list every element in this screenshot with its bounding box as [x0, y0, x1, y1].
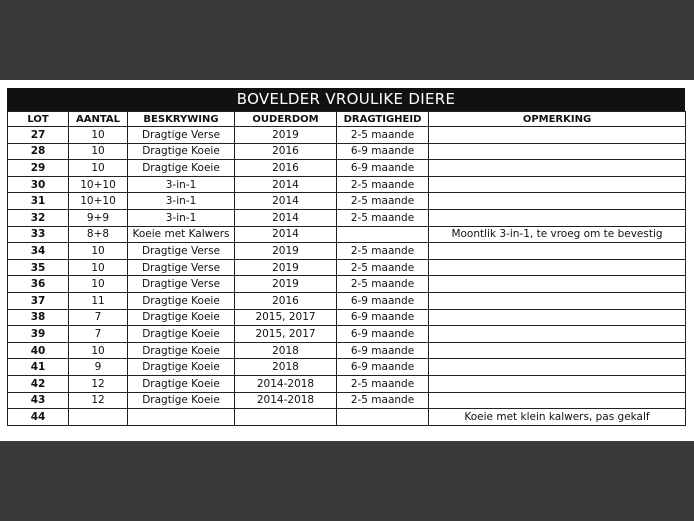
cell-dragtigheid: 6-9 maande [337, 326, 429, 343]
cell-beskrywing [128, 409, 235, 426]
cell-aantal: 7 [69, 326, 128, 343]
cell-ouderdom: 2019 [235, 243, 337, 260]
cell-opmerking [429, 209, 686, 226]
cell-ouderdom: 2014 [235, 226, 337, 243]
cell-dragtigheid: 2-5 maande [337, 209, 429, 226]
cell-lot: 35 [8, 259, 69, 276]
cell-lot: 28 [8, 143, 69, 160]
cell-beskrywing: Koeie met Kalwers [128, 226, 235, 243]
table-row [8, 209, 686, 226]
cell-ouderdom: 2014-2018 [235, 375, 337, 392]
cell-opmerking [429, 193, 686, 210]
cell-aantal: 9 [69, 359, 128, 376]
cell-lot: 32 [8, 209, 69, 226]
cell-beskrywing: 3-in-1 [128, 209, 235, 226]
cell-beskrywing: Dragtige Verse [128, 259, 235, 276]
cell-beskrywing: Dragtige Verse [128, 243, 235, 260]
cell-dragtigheid: 6-9 maande [337, 342, 429, 359]
cell-dragtigheid: 2-5 maande [337, 193, 429, 210]
cell-opmerking [429, 243, 686, 260]
cell-aantal: 10+10 [69, 193, 128, 210]
cell-beskrywing: Dragtige Verse [128, 276, 235, 293]
cell-beskrywing: Dragtige Koeie [128, 309, 235, 326]
cell-aantal: 12 [69, 392, 128, 409]
cell-aantal: 7 [69, 309, 128, 326]
cell-ouderdom: 2019 [235, 127, 337, 144]
cell-aantal: 10 [69, 243, 128, 260]
table-row [8, 176, 686, 193]
table-body [8, 127, 686, 426]
cell-opmerking [429, 326, 686, 343]
cell-aantal: 12 [69, 375, 128, 392]
cell-opmerking [429, 127, 686, 144]
cell-ouderdom: 2014 [235, 209, 337, 226]
cell-ouderdom: 2016 [235, 292, 337, 309]
cell-opmerking [429, 143, 686, 160]
cell-beskrywing: Dragtige Koeie [128, 342, 235, 359]
cell-lot: 39 [8, 326, 69, 343]
cell-aantal: 10 [69, 342, 128, 359]
table-row [8, 375, 686, 392]
cell-opmerking [429, 342, 686, 359]
column-header-aantal: AANTAL [69, 112, 128, 127]
cell-lot: 42 [8, 375, 69, 392]
cell-ouderdom: 2016 [235, 143, 337, 160]
table-row [8, 409, 686, 426]
cell-lot: 37 [8, 292, 69, 309]
table-row [8, 259, 686, 276]
table-row [8, 226, 686, 243]
cell-dragtigheid: 2-5 maande [337, 176, 429, 193]
cell-opmerking [429, 292, 686, 309]
auction-sheet [7, 88, 685, 426]
cell-dragtigheid: 6-9 maande [337, 292, 429, 309]
cell-ouderdom: 2019 [235, 259, 337, 276]
cell-beskrywing: Dragtige Koeie [128, 143, 235, 160]
column-header-beskrywing: BESKRYWING [128, 112, 235, 127]
cell-opmerking [429, 276, 686, 293]
table-row [8, 127, 686, 144]
cell-aantal: 10 [69, 143, 128, 160]
cell-beskrywing: Dragtige Koeie [128, 292, 235, 309]
table-row [8, 193, 686, 210]
cell-ouderdom: 2018 [235, 359, 337, 376]
cell-lot: 40 [8, 342, 69, 359]
cell-lot: 27 [8, 127, 69, 144]
cell-dragtigheid: 2-5 maande [337, 392, 429, 409]
cell-beskrywing: Dragtige Koeie [128, 359, 235, 376]
cell-ouderdom: 2014-2018 [235, 392, 337, 409]
cell-lot: 36 [8, 276, 69, 293]
cell-ouderdom: 2019 [235, 276, 337, 293]
column-header-ouderdom: OUDERDOM [235, 112, 337, 127]
table-row [8, 326, 686, 343]
cell-lot: 44 [8, 409, 69, 426]
table-row [8, 292, 686, 309]
cell-lot: 38 [8, 309, 69, 326]
cell-aantal: 10 [69, 259, 128, 276]
cell-lot: 30 [8, 176, 69, 193]
cell-dragtigheid: 2-5 maande [337, 243, 429, 260]
table-row [8, 143, 686, 160]
lots-table [7, 111, 686, 426]
cell-beskrywing: 3-in-1 [128, 193, 235, 210]
column-header-lot: LOT [8, 112, 69, 127]
cell-opmerking: Moontlik 3-in-1, te vroeg om te bevestig [429, 226, 686, 243]
cell-lot: 33 [8, 226, 69, 243]
cell-ouderdom: 2014 [235, 193, 337, 210]
cell-aantal: 9+9 [69, 209, 128, 226]
table-row [8, 243, 686, 260]
cell-ouderdom: 2016 [235, 160, 337, 177]
cell-dragtigheid: 2-5 maande [337, 276, 429, 293]
cell-ouderdom [235, 409, 337, 426]
cell-dragtigheid: 2-5 maande [337, 259, 429, 276]
cell-opmerking [429, 359, 686, 376]
cell-opmerking [429, 160, 686, 177]
cell-aantal: 11 [69, 292, 128, 309]
table-row [8, 392, 686, 409]
column-header-dragtigheid: DRAGTIGHEID [337, 112, 429, 127]
cell-lot: 29 [8, 160, 69, 177]
cell-aantal: 8+8 [69, 226, 128, 243]
cell-opmerking [429, 309, 686, 326]
table-row [8, 359, 686, 376]
cell-dragtigheid [337, 226, 429, 243]
cell-lot: 43 [8, 392, 69, 409]
table-row [8, 309, 686, 326]
cell-dragtigheid: 6-9 maande [337, 359, 429, 376]
cell-opmerking [429, 375, 686, 392]
cell-aantal: 10 [69, 160, 128, 177]
cell-dragtigheid: 2-5 maande [337, 375, 429, 392]
table-row [8, 160, 686, 177]
cell-opmerking [429, 259, 686, 276]
cell-beskrywing: Dragtige Verse [128, 127, 235, 144]
cell-lot: 34 [8, 243, 69, 260]
cell-aantal: 10 [69, 127, 128, 144]
cell-lot: 41 [8, 359, 69, 376]
header-row [8, 112, 686, 127]
cell-dragtigheid: 2-5 maande [337, 127, 429, 144]
cell-beskrywing: 3-in-1 [128, 176, 235, 193]
cell-ouderdom: 2018 [235, 342, 337, 359]
cell-ouderdom: 2015, 2017 [235, 309, 337, 326]
cell-opmerking [429, 176, 686, 193]
cell-lot: 31 [8, 193, 69, 210]
cell-aantal: 10+10 [69, 176, 128, 193]
cell-dragtigheid: 6-9 maande [337, 143, 429, 160]
cell-beskrywing: Dragtige Koeie [128, 392, 235, 409]
document-frame [0, 80, 694, 441]
column-header-opmerking: OPMERKING [429, 112, 686, 127]
cell-aantal: 10 [69, 276, 128, 293]
cell-opmerking: Koeie met klein kalwers, pas gekalf [429, 409, 686, 426]
cell-ouderdom: 2015, 2017 [235, 326, 337, 343]
cell-aantal [69, 409, 128, 426]
table-row [8, 342, 686, 359]
table-row [8, 276, 686, 293]
cell-beskrywing: Dragtige Koeie [128, 160, 235, 177]
cell-dragtigheid: 6-9 maande [337, 309, 429, 326]
cell-dragtigheid [337, 409, 429, 426]
cell-ouderdom: 2014 [235, 176, 337, 193]
cell-dragtigheid: 6-9 maande [337, 160, 429, 177]
cell-beskrywing: Dragtige Koeie [128, 326, 235, 343]
cell-opmerking [429, 392, 686, 409]
table-title: BOVELDER VROULIKE DIERE [7, 88, 685, 111]
cell-beskrywing: Dragtige Koeie [128, 375, 235, 392]
